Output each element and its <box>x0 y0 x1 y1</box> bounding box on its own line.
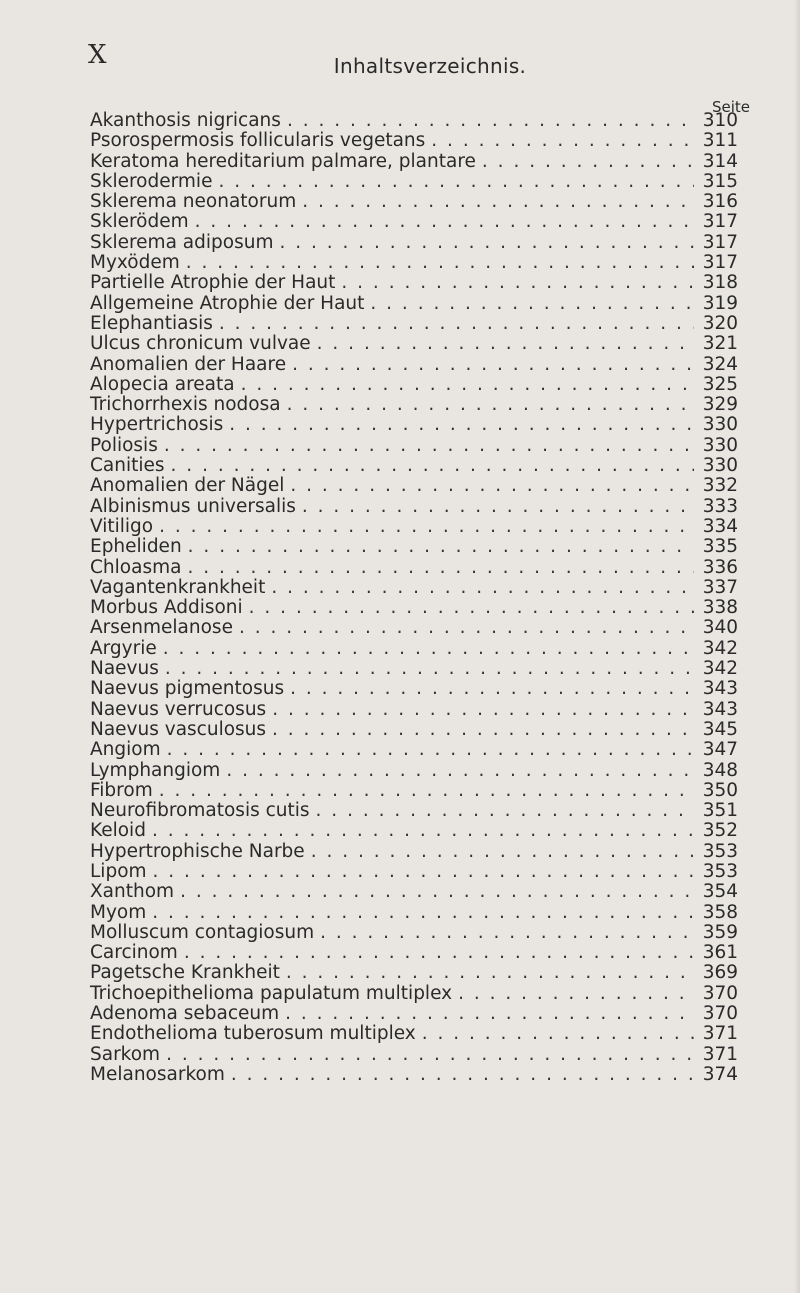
dot-leader <box>290 476 694 496</box>
toc-entry-page: 347 <box>702 739 738 761</box>
toc-entry-page: 370 <box>702 982 738 1004</box>
dot-leader <box>249 598 694 618</box>
toc-entry <box>90 233 738 253</box>
toc-entry-page: 353 <box>702 860 738 882</box>
toc-entry-label: Myxödem <box>90 252 180 274</box>
toc-entry <box>90 1065 738 1085</box>
dot-leader <box>180 882 694 902</box>
toc-entry-page: 329 <box>702 394 738 416</box>
dot-leader <box>152 821 694 841</box>
toc-entry-label: Neurofibromatosis cutis <box>90 800 310 822</box>
toc-entry-label: Lymphangiom <box>90 759 221 781</box>
toc-entry <box>90 314 738 334</box>
toc-entry-label: Trichoepithelioma papulatum multiplex <box>90 982 453 1004</box>
toc-entry-label: Lipom <box>90 860 147 882</box>
toc-entry-page: 350 <box>702 779 738 801</box>
toc-entry-label: Angiom <box>90 739 161 761</box>
toc-entry-page: 359 <box>702 921 738 943</box>
toc-entry-page: 311 <box>702 130 738 152</box>
toc-entry <box>90 395 738 415</box>
toc-entry-page: 361 <box>702 942 738 964</box>
toc-entry-page: 321 <box>702 333 738 355</box>
dot-leader <box>229 415 694 435</box>
page-title: Inhaltsverzeichnis. <box>333 54 527 78</box>
dot-leader <box>152 903 694 923</box>
dot-leader <box>311 842 694 862</box>
dot-leader <box>188 537 694 557</box>
toc-entry <box>90 415 738 435</box>
toc-entry-page: 317 <box>702 211 738 233</box>
toc-entry-label: Ulcus chronicum vulvae <box>90 333 311 355</box>
dot-leader <box>272 700 694 720</box>
toc-entry <box>90 355 738 375</box>
dot-leader <box>167 740 694 760</box>
toc-entry-page: 315 <box>702 170 738 192</box>
toc-entry-label: Arsenmelanose <box>90 617 233 639</box>
dot-leader <box>431 131 694 151</box>
toc-entry <box>90 1004 738 1024</box>
dot-leader <box>159 517 694 537</box>
dot-leader <box>153 862 694 882</box>
toc-entry-page: 358 <box>702 901 738 923</box>
toc-entry <box>90 943 738 963</box>
toc-entry <box>90 517 738 537</box>
toc-entry <box>90 497 738 517</box>
toc-entry <box>90 903 738 923</box>
dot-leader <box>166 1045 694 1065</box>
toc-entry-page: 320 <box>702 312 738 334</box>
toc-entry-label: Psorospermosis follicularis vegetans <box>90 130 426 152</box>
toc-entry-page: 371 <box>702 1023 738 1045</box>
toc-entry-label: Naevus <box>90 658 159 680</box>
toc-entry <box>90 456 738 476</box>
toc-entry-label: Vitiligo <box>90 515 154 537</box>
toc-entry-page: 332 <box>702 475 738 497</box>
toc-entry-page: 330 <box>702 434 738 456</box>
dot-leader <box>272 720 694 740</box>
toc-entry-label: Pagetsche Krankheit <box>90 962 280 984</box>
dot-leader <box>317 334 694 354</box>
toc-entry-page: 352 <box>702 820 738 842</box>
toc-entry <box>90 375 738 395</box>
dot-leader <box>302 192 694 212</box>
toc-entry <box>90 334 738 354</box>
toc-entry-page: 334 <box>702 515 738 537</box>
toc-entry-label: Hypertrichosis <box>90 414 224 436</box>
toc-entry-label: Chloasma <box>90 556 182 578</box>
dot-leader <box>218 172 694 192</box>
dot-leader <box>302 497 694 517</box>
toc-entry <box>90 882 738 902</box>
toc-entry-page: 317 <box>702 231 738 253</box>
toc-entry-page: 310 <box>702 110 738 131</box>
toc-entry-page: 340 <box>702 617 738 639</box>
toc-entry-page: 317 <box>702 252 738 274</box>
toc-entry <box>90 537 738 557</box>
dot-leader <box>195 212 694 232</box>
toc-entry-label: Poliosis <box>90 434 158 456</box>
toc-entry <box>90 984 738 1004</box>
toc-entry-label: Naevus verrucosus <box>90 698 267 720</box>
toc-entry-page: 319 <box>702 292 738 314</box>
toc-entry <box>90 679 738 699</box>
toc-entry-page: 342 <box>702 658 738 680</box>
toc-entry-page: 348 <box>702 759 738 781</box>
dot-leader <box>165 659 694 679</box>
toc-entry-label: Xanthom <box>90 881 175 903</box>
toc-entry-label: Hypertrophische Narbe <box>90 840 305 862</box>
toc-entry <box>90 761 738 781</box>
toc-entry <box>90 598 738 618</box>
toc-entry <box>90 1024 738 1044</box>
dot-leader <box>187 558 694 578</box>
toc-entry <box>90 172 738 192</box>
toc-entry-label: Adenoma sebaceum <box>90 1003 280 1025</box>
toc-entry-page: 351 <box>702 800 738 822</box>
dot-leader <box>370 294 694 314</box>
toc-entry <box>90 700 738 720</box>
toc-entry-label: Molluscum contagiosum <box>90 921 315 943</box>
toc-entry-page: 342 <box>702 637 738 659</box>
toc-entry <box>90 436 738 456</box>
dot-leader <box>286 963 694 983</box>
toc-entry <box>90 192 738 212</box>
dot-leader <box>186 253 694 273</box>
toc-entry-label: Sklerödem <box>90 211 189 233</box>
toc-entry <box>90 862 738 882</box>
toc-entry-page: 369 <box>702 962 738 984</box>
toc-entry <box>90 111 738 131</box>
toc-entry <box>90 740 738 760</box>
toc-entry-label: Partielle Atrophie der Haut <box>90 272 336 294</box>
dot-leader <box>287 111 694 131</box>
dot-leader <box>184 943 694 963</box>
dot-leader <box>458 984 694 1004</box>
toc-entry-label: Anomalien der Nägel <box>90 475 285 497</box>
dot-leader <box>320 923 694 943</box>
toc-entry <box>90 963 738 983</box>
dot-leader <box>219 314 694 334</box>
dot-leader <box>164 436 694 456</box>
toc-entry-label: Allgemeine Atrophie der Haut <box>90 292 365 314</box>
toc-entry-page: 314 <box>702 150 738 172</box>
dot-leader <box>231 1065 694 1085</box>
toc-entry-label: Sklerema adiposum <box>90 231 274 253</box>
dot-leader <box>316 801 694 821</box>
toc-entry-label: Myom <box>90 901 147 923</box>
dot-leader <box>279 233 694 253</box>
dot-leader <box>285 1004 694 1024</box>
toc-entry <box>90 476 738 496</box>
toc-entry-label: Alopecia areata <box>90 373 235 395</box>
toc-entry <box>90 821 738 841</box>
dot-leader <box>241 375 694 395</box>
toc-entry <box>90 923 738 943</box>
dot-leader <box>292 355 694 375</box>
toc-entry-page: 330 <box>702 414 738 436</box>
toc-entry <box>90 212 738 232</box>
toc-entry <box>90 618 738 638</box>
toc-entry-page: 370 <box>702 1003 738 1025</box>
toc-entry-label: Elephantiasis <box>90 312 213 334</box>
toc-entry <box>90 720 738 740</box>
toc-entry-label: Akanthosis nigricans <box>90 110 281 131</box>
toc-entry-label: Melanosarkom <box>90 1063 225 1085</box>
page-edge <box>794 0 800 1293</box>
toc-entry-label: Fibrom <box>90 779 153 801</box>
page-column-label: Seite <box>712 98 751 116</box>
toc-entry-label: Endothelioma tuberosum multiplex <box>90 1023 416 1045</box>
dot-leader <box>159 781 694 801</box>
toc-entry-label: Argyrie <box>90 637 157 659</box>
toc-entry <box>90 253 738 273</box>
toc-entry-label: Naevus pigmentosus <box>90 678 285 700</box>
toc-entry <box>90 152 738 172</box>
toc-entry <box>90 659 738 679</box>
dot-leader <box>171 456 694 476</box>
dot-leader <box>226 761 694 781</box>
toc-entry-page: 324 <box>702 353 738 375</box>
toc-entry-label: Morbus Addisoni <box>90 597 243 619</box>
toc-entry-label: Albinismus universalis <box>90 495 296 517</box>
dot-leader <box>341 273 694 293</box>
toc-entry <box>90 801 738 821</box>
toc-entry-label: Sklerodermie <box>90 170 213 192</box>
toc-entry <box>90 781 738 801</box>
toc-entry-page: 337 <box>702 576 738 598</box>
toc-entry-page: 333 <box>702 495 738 517</box>
toc-entry-label: Canities <box>90 455 165 477</box>
dot-leader <box>287 395 694 415</box>
toc-entry-page: 343 <box>702 698 738 720</box>
toc-entry-page: 345 <box>702 718 738 740</box>
dot-leader <box>239 618 694 638</box>
toc-entry <box>90 578 738 598</box>
toc-entry-page: 354 <box>702 881 738 903</box>
toc-entry-label: Carcinom <box>90 942 178 964</box>
toc-entry <box>90 1045 738 1065</box>
toc-entry <box>90 273 738 293</box>
table-of-contents <box>90 111 738 1085</box>
toc-entry-page: 371 <box>702 1043 738 1065</box>
toc-entry-label: Sklerema neonatorum <box>90 191 297 213</box>
dot-leader <box>422 1024 694 1044</box>
toc-entry-page: 318 <box>702 272 738 294</box>
toc-entry-label: Epheliden <box>90 536 182 558</box>
toc-entry-label: Trichorrhexis nodosa <box>90 394 281 416</box>
dot-leader <box>163 639 694 659</box>
toc-entry <box>90 294 738 314</box>
toc-entry-page: 336 <box>702 556 738 578</box>
toc-entry-page: 335 <box>702 536 738 558</box>
toc-entry-label: Keloid <box>90 820 146 842</box>
dot-leader <box>482 152 694 172</box>
toc-entry-page: 338 <box>702 597 738 619</box>
toc-entry <box>90 639 738 659</box>
toc-entry-label: Vagantenkrankheit <box>90 576 266 598</box>
toc-entry <box>90 558 738 578</box>
toc-entry <box>90 842 738 862</box>
toc-entry-label: Keratoma hereditarium palmare, plantare <box>90 150 476 172</box>
toc-entry-label: Naevus vasculosus <box>90 718 267 740</box>
toc-entry <box>90 131 738 151</box>
toc-entry-page: 316 <box>702 191 738 213</box>
toc-entry-page: 343 <box>702 678 738 700</box>
toc-entry-page: 325 <box>702 373 738 395</box>
toc-entry-label: Anomalien der Haare <box>90 353 287 375</box>
toc-entry-page: 353 <box>702 840 738 862</box>
dot-leader <box>271 578 694 598</box>
toc-entry-page: 330 <box>702 455 738 477</box>
dot-leader <box>290 679 694 699</box>
page-roman-numeral: X <box>88 40 108 70</box>
toc-entry-page: 374 <box>702 1063 738 1085</box>
toc-entry-label: Sarkom <box>90 1043 161 1065</box>
